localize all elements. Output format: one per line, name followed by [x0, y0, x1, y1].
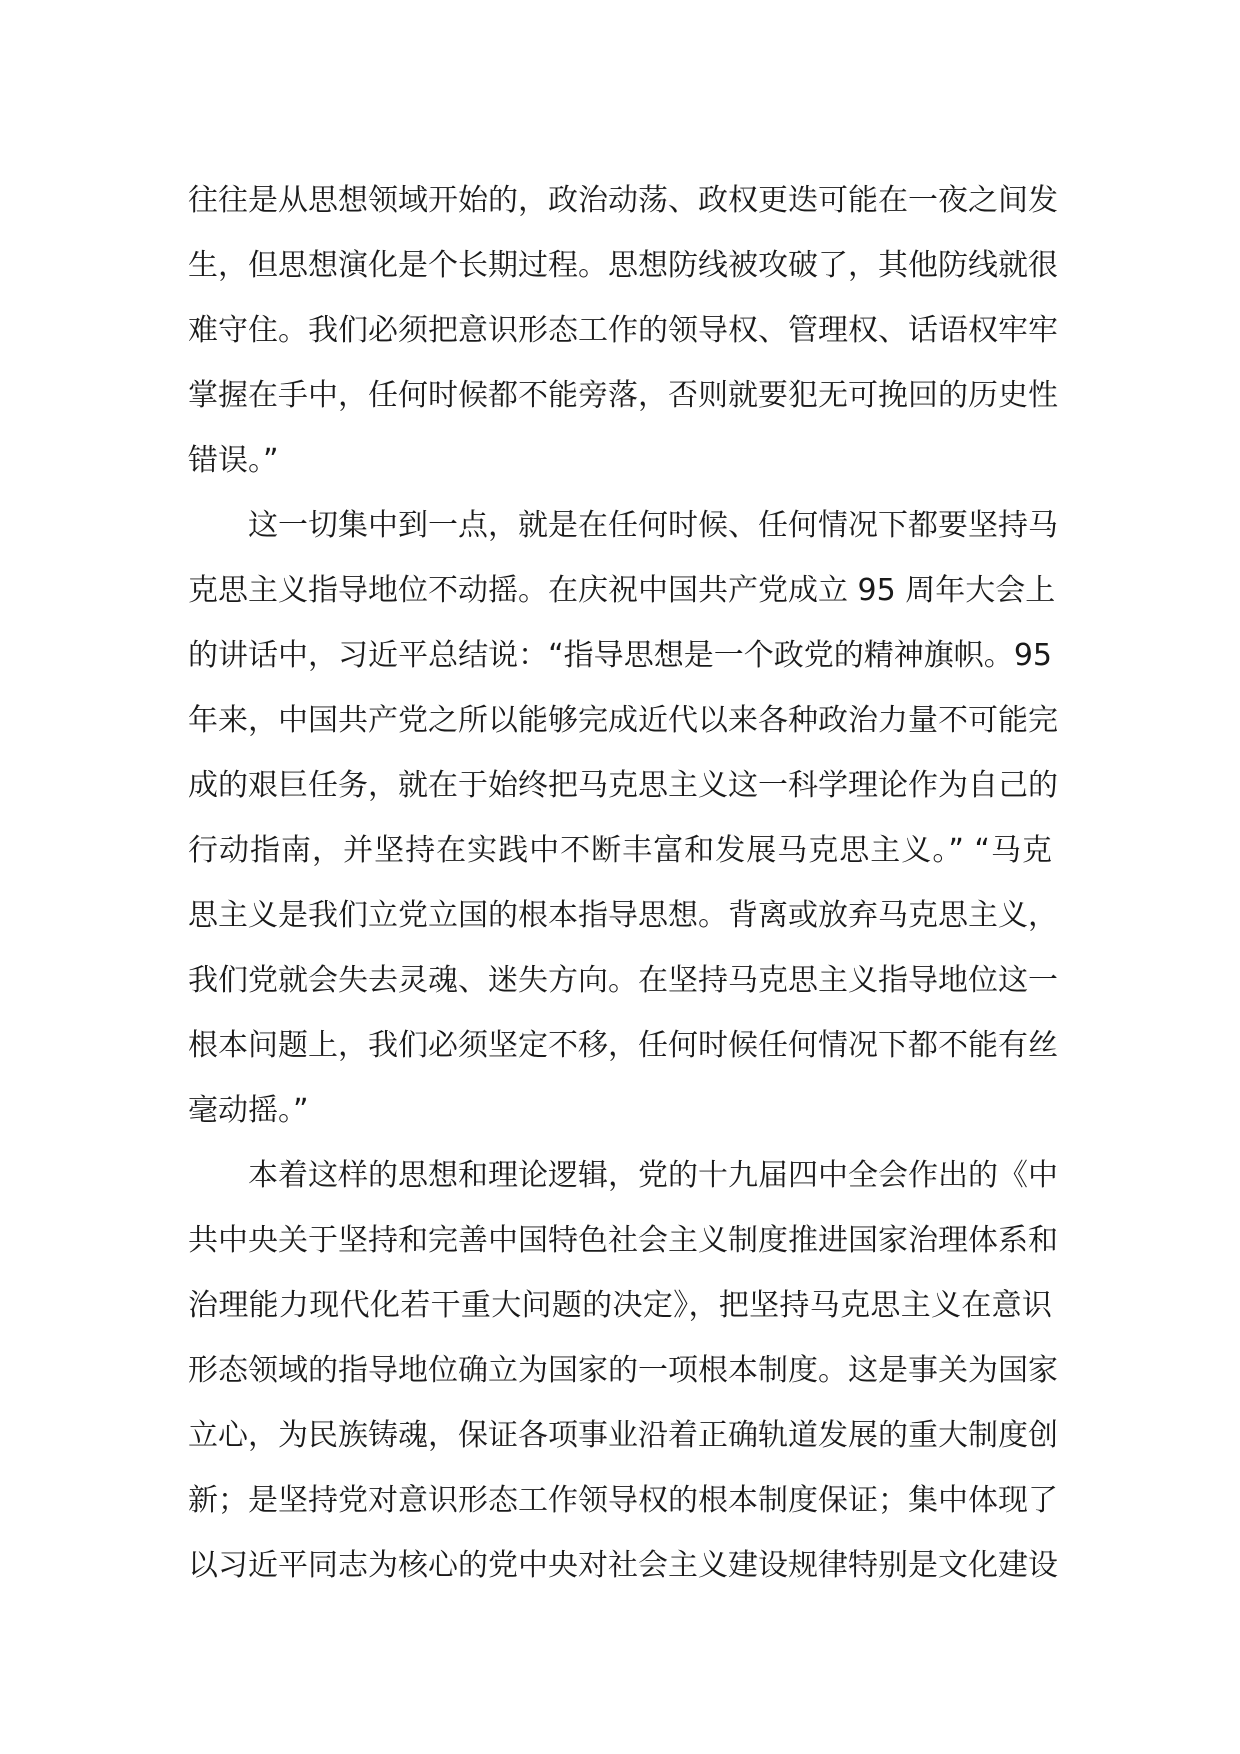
- text-line: 的讲话中，习近平总结说：“指导思想是一个政党的精神旗帜。95: [188, 638, 1052, 673]
- text-line: 往往是从思想领域开始的，政治动荡、政权更迭可能在一夜之间发: [188, 183, 1058, 218]
- text-line: 根本问题上，我们必须坚定不移，任何时候任何情况下都不能有丝: [188, 1028, 1058, 1063]
- text-line: 立心，为民族铸魂，保证各项事业沿着正确轨道发展的重大制度创: [188, 1418, 1058, 1453]
- text-line: 共中央关于坚持和完善中国特色社会主义制度推进国家治理体系和: [188, 1223, 1058, 1258]
- text-line: 行动指南，并坚持在实践中不断丰富和发展马克思主义。” “马克: [188, 833, 1052, 868]
- text-line: 本着这样的思想和理论逻辑，党的十九届四中全会作出的《中: [248, 1158, 1058, 1193]
- text-line: 以习近平同志为核心的党中央对社会主义建设规律特别是文化建设: [188, 1548, 1058, 1583]
- text-line: 毫动摇。”: [188, 1093, 309, 1128]
- text-line: 错误。”: [188, 443, 279, 478]
- text-line: 掌握在手中，任何时候都不能旁落，否则就要犯无可挽回的历史性: [188, 378, 1058, 413]
- text-line: 思主义是我们立党立国的根本指导思想。背离或放弃马克思主义，: [188, 898, 1058, 933]
- text-line: 治理能力现代化若干重大问题的决定》，把坚持马克思主义在意识: [188, 1288, 1052, 1323]
- text-line: 我们党就会失去灵魂、迷失方向。在坚持马克思主义指导地位这一: [188, 963, 1058, 998]
- text-line: 这一切集中到一点，就是在任何时候、任何情况下都要坚持马: [248, 508, 1058, 543]
- paragraph: [188, 1143, 1058, 1598]
- text-line: 生，但思想演化是个长期过程。思想防线被攻破了，其他防线就很: [188, 248, 1058, 283]
- text-line: 成的艰巨任务，就在于始终把马克思主义这一科学理论作为自己的: [188, 768, 1058, 803]
- text-line: 克思主义指导地位不动摇。在庆祝中国共产党成立 95 周年大会上: [188, 573, 1056, 608]
- text-line: 难守住。我们必须把意识形态工作的领导权、管理权、话语权牢牢: [188, 313, 1058, 348]
- text-line: 年来，中国共产党之所以能够完成近代以来各种政治力量不可能完: [188, 703, 1058, 738]
- document-body: [188, 168, 1058, 1598]
- text-line: 新；是坚持党对意识形态工作领导权的根本制度保证；集中体现了: [188, 1483, 1058, 1518]
- text-line: 形态领域的指导地位确立为国家的一项根本制度。这是事关为国家: [188, 1353, 1058, 1388]
- paragraph: [188, 493, 1058, 1143]
- paragraph: [188, 168, 1058, 493]
